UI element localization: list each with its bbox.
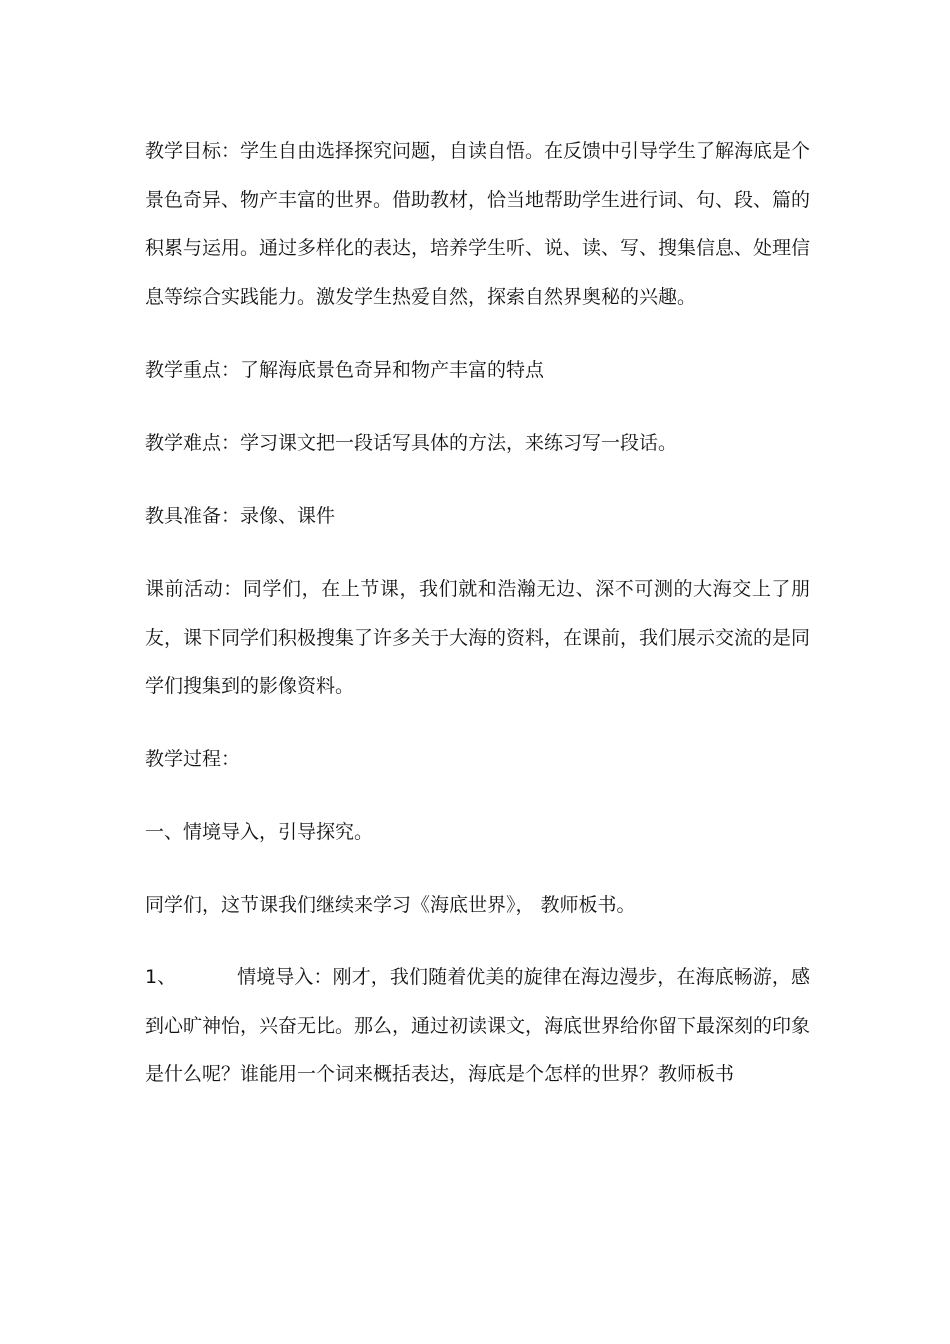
intro-paragraph: 同学们，这节课我们继续来学习《海底世界》， 教师板书。	[145, 894, 636, 916]
teaching-key-point-paragraph: 教学重点：了解海底景色奇异和物产丰富的特点	[145, 359, 545, 381]
list-item-text: 情境导入：刚才，我们随着优美的旋律在海边漫步，在海底畅游，感到心旷神怡，兴奋无比。那么，通过初读课文，海底世界给你留下最深刻的印象是什么呢？谁能用一个词来概括表达，海底是个怎样的世界？教师板书	[145, 966, 811, 1085]
list-item-one	[145, 953, 810, 1099]
list-item-number: 1、	[145, 966, 177, 988]
section-one-heading: 一、情境导入，引导探究。	[145, 821, 374, 843]
teaching-process-heading: 教学过程：	[145, 748, 241, 770]
teaching-materials-paragraph: 教具准备：录像、课件	[145, 505, 336, 527]
teaching-difficulty-paragraph: 教学难点：学习课文把一段话写具体的方法，来练习写一段话。	[145, 432, 678, 454]
teaching-goals-paragraph: 教学目标：学生自由选择探究问题，自读自悟。在反馈中引导学生了解海底是个景色奇异、物产丰富的世界。借助教材，恰当地帮助学生进行词、句、段、篇的积累与运用。通过多样化的表达，培养学生听、说、读、写、搜集信息、处理信息等综合实践能力。激发学生热爱自然，探索自然界奥秘的兴趣。	[145, 140, 811, 308]
pre-class-activity-paragraph: 课前活动：同学们，在上节课，我们就和浩瀚无边、深不可测的大海交上了朋友，课下同学们积极搜集了许多关于大海的资料，在课前，我们展示交流的是同学们搜集到的影像资料。	[145, 578, 811, 697]
